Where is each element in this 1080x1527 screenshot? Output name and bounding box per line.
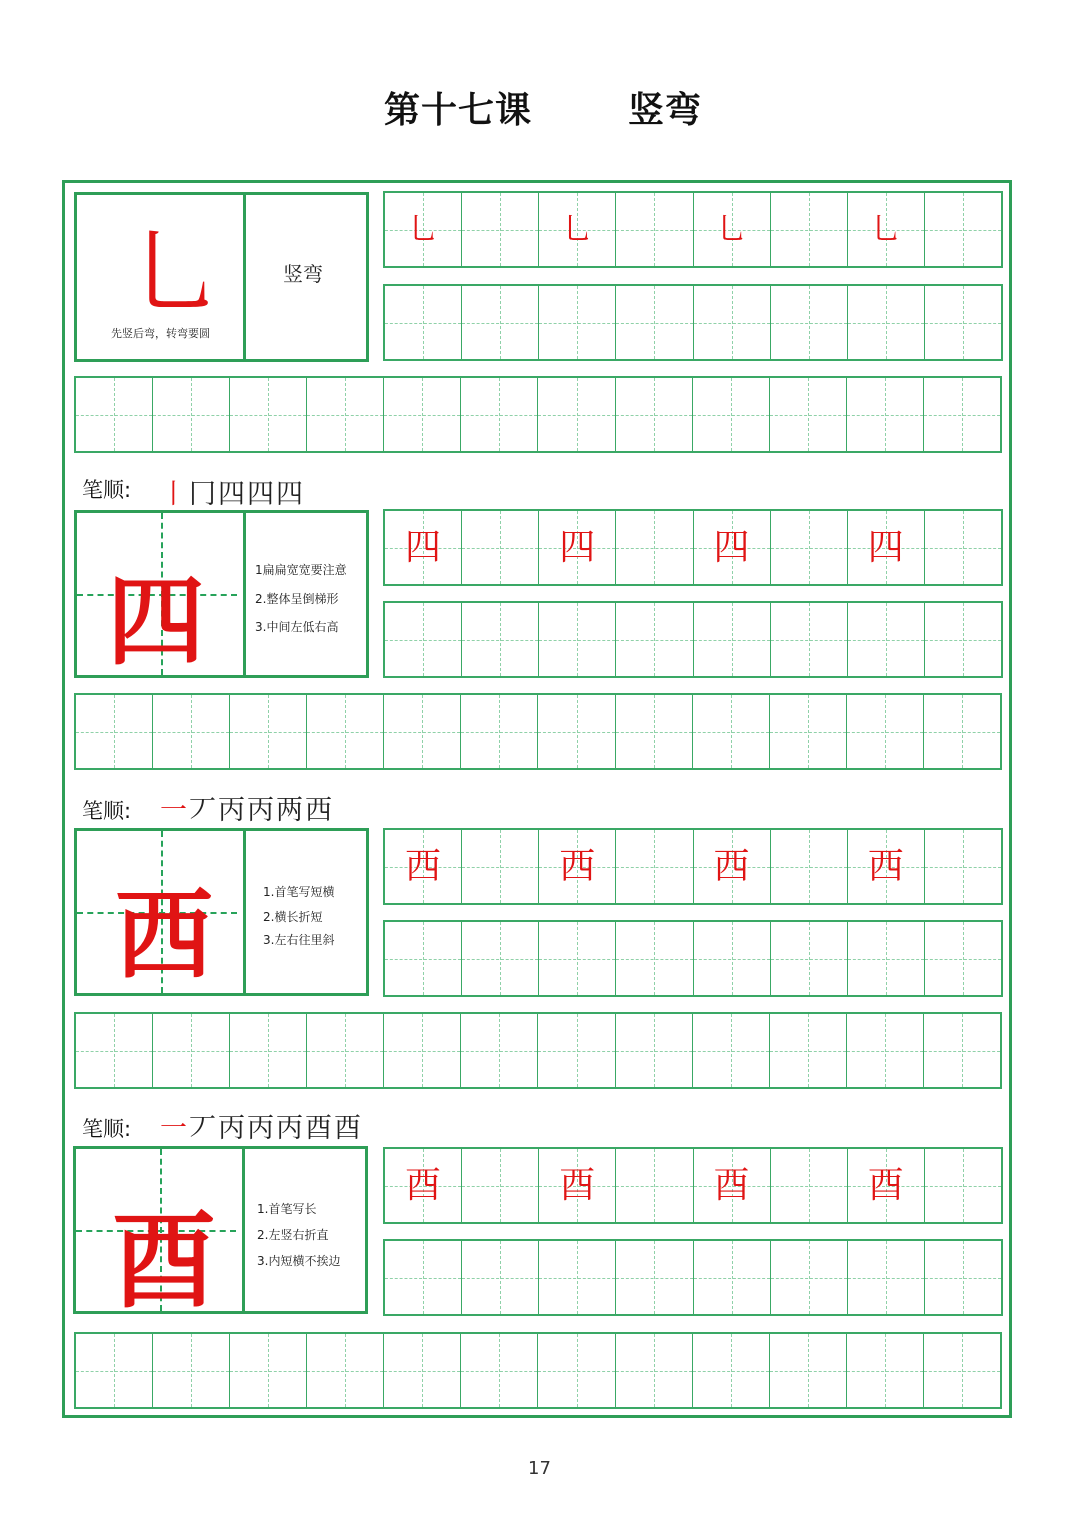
practice-cell[interactable] bbox=[770, 1014, 847, 1087]
page-number: 17 bbox=[528, 1458, 551, 1479]
practice-cell[interactable] bbox=[694, 922, 771, 995]
sample-char: 西 bbox=[405, 845, 442, 887]
practice-cell[interactable] bbox=[694, 511, 771, 584]
order-step: 西 bbox=[305, 795, 334, 826]
box-divider bbox=[243, 513, 246, 675]
practice-cell[interactable] bbox=[385, 603, 462, 676]
practice-cell[interactable] bbox=[538, 695, 615, 768]
practice-cell[interactable] bbox=[385, 511, 462, 584]
practice-cell[interactable] bbox=[848, 830, 925, 903]
sample-char: 西 bbox=[559, 845, 596, 887]
practice-cell[interactable] bbox=[694, 286, 771, 359]
practice-cell[interactable] bbox=[925, 193, 1001, 266]
practice-cell[interactable] bbox=[848, 193, 925, 266]
stroke-order-sequence bbox=[160, 472, 305, 511]
practice-cell[interactable] bbox=[770, 1334, 847, 1407]
order-step: 一 bbox=[160, 1113, 189, 1144]
practice-cell[interactable] bbox=[462, 603, 539, 676]
practice-cell[interactable] bbox=[616, 378, 693, 451]
sample-char: 酉 bbox=[713, 1164, 750, 1206]
practice-cell[interactable] bbox=[693, 1014, 770, 1087]
practice-cell[interactable] bbox=[385, 193, 462, 266]
practice-cell[interactable] bbox=[848, 511, 925, 584]
sample-char: 四 bbox=[713, 526, 750, 568]
practice-cell[interactable] bbox=[771, 922, 848, 995]
order-step: 酉 bbox=[305, 1113, 334, 1144]
order-step: 丙 bbox=[218, 795, 247, 826]
stroke-order-label: 笔顺: bbox=[82, 799, 132, 823]
stroke-intro-box bbox=[74, 192, 369, 362]
practice-cell[interactable] bbox=[385, 830, 462, 903]
practice-cell[interactable] bbox=[307, 1334, 384, 1407]
order-step: 四 bbox=[218, 479, 247, 510]
practice-cell[interactable] bbox=[925, 1241, 1001, 1314]
practice-cell[interactable] bbox=[384, 1334, 461, 1407]
practice-cell[interactable] bbox=[694, 603, 771, 676]
practice-cell[interactable] bbox=[230, 378, 307, 451]
practice-cell[interactable] bbox=[771, 286, 848, 359]
practice-cell[interactable] bbox=[539, 193, 616, 266]
practice-cell[interactable] bbox=[771, 511, 848, 584]
order-step: 丆 bbox=[189, 795, 218, 826]
sample-char: 四 bbox=[867, 526, 904, 568]
practice-cell[interactable] bbox=[307, 1014, 384, 1087]
stroke-order-label: 笔顺: bbox=[82, 478, 132, 502]
practice-row-full bbox=[74, 1012, 1002, 1089]
sample-char: 西 bbox=[867, 845, 904, 887]
practice-cell[interactable] bbox=[230, 1014, 307, 1087]
sample-char: 四 bbox=[559, 526, 596, 568]
order-step: 两 bbox=[276, 795, 305, 826]
tip-line: 2.左竖右折直 bbox=[257, 1228, 329, 1242]
practice-cell[interactable] bbox=[847, 695, 924, 768]
practice-cell[interactable] bbox=[462, 1241, 539, 1314]
sample-glyph: 乚 bbox=[870, 211, 901, 247]
practice-cell[interactable] bbox=[539, 1149, 616, 1222]
practice-cell[interactable] bbox=[384, 695, 461, 768]
practice-cell[interactable] bbox=[616, 922, 693, 995]
tip-line: 1扁扁宽宽要注意 bbox=[255, 563, 347, 577]
practice-cell[interactable] bbox=[616, 1149, 693, 1222]
practice-cell[interactable] bbox=[462, 286, 539, 359]
order-step: 丙 bbox=[276, 1113, 305, 1144]
practice-cell[interactable] bbox=[153, 1014, 230, 1087]
practice-row-full bbox=[74, 693, 1002, 770]
practice-cell[interactable] bbox=[925, 1149, 1001, 1222]
practice-cell[interactable] bbox=[848, 922, 925, 995]
stroke-note: 先竖后弯，转弯要圆 bbox=[111, 327, 210, 340]
practice-cell[interactable] bbox=[925, 922, 1001, 995]
practice-cell[interactable] bbox=[925, 830, 1001, 903]
practice-row-sample bbox=[383, 191, 1003, 268]
stroke-glyph: 乚 bbox=[129, 219, 222, 326]
model-character: 西 bbox=[115, 878, 214, 993]
practice-cell[interactable] bbox=[385, 1241, 462, 1314]
practice-row-blank bbox=[383, 920, 1003, 997]
practice-cell[interactable] bbox=[76, 1014, 153, 1087]
practice-cell[interactable] bbox=[76, 378, 153, 451]
practice-cell[interactable] bbox=[694, 1149, 771, 1222]
character-box-xi bbox=[74, 828, 369, 996]
practice-cell[interactable] bbox=[848, 286, 925, 359]
order-step: 丙 bbox=[247, 1113, 276, 1144]
practice-cell[interactable] bbox=[694, 830, 771, 903]
practice-cell[interactable] bbox=[385, 286, 462, 359]
order-step: 酉 bbox=[334, 1113, 363, 1144]
practice-cell[interactable] bbox=[76, 695, 153, 768]
stroke-order-label: 笔顺: bbox=[82, 1117, 132, 1141]
practice-cell[interactable] bbox=[924, 378, 1000, 451]
tip-line: 1.首笔写短横 bbox=[263, 885, 335, 899]
practice-cell[interactable] bbox=[925, 286, 1001, 359]
practice-row-full bbox=[74, 376, 1002, 453]
tip-line: 3.内短横不挨边 bbox=[257, 1254, 341, 1268]
tip-line: 2.横长折短 bbox=[263, 910, 323, 924]
stroke-order-sequence bbox=[160, 788, 334, 827]
practice-cell[interactable] bbox=[462, 193, 539, 266]
sample-glyph: 乚 bbox=[408, 211, 439, 247]
practice-cell[interactable] bbox=[848, 603, 925, 676]
practice-row-sample bbox=[383, 828, 1003, 905]
practice-cell[interactable] bbox=[538, 1014, 615, 1087]
practice-cell[interactable] bbox=[847, 378, 924, 451]
practice-cell[interactable] bbox=[539, 922, 616, 995]
practice-cell[interactable] bbox=[384, 1014, 461, 1087]
practice-cell[interactable] bbox=[616, 193, 693, 266]
practice-row-sample bbox=[383, 1147, 1003, 1224]
practice-cell[interactable] bbox=[694, 193, 771, 266]
practice-cell[interactable] bbox=[616, 830, 693, 903]
practice-cell[interactable] bbox=[616, 1334, 693, 1407]
box-divider bbox=[243, 831, 246, 993]
practice-cell[interactable] bbox=[539, 511, 616, 584]
practice-cell[interactable] bbox=[616, 511, 693, 584]
order-step: 四 bbox=[247, 479, 276, 510]
practice-cell[interactable] bbox=[462, 1149, 539, 1222]
practice-cell[interactable] bbox=[693, 695, 770, 768]
practice-cell[interactable] bbox=[847, 1014, 924, 1087]
practice-cell[interactable] bbox=[153, 695, 230, 768]
sample-glyph: 乚 bbox=[562, 211, 593, 247]
practice-cell[interactable] bbox=[924, 1014, 1000, 1087]
practice-cell[interactable] bbox=[539, 1241, 616, 1314]
practice-cell[interactable] bbox=[462, 830, 539, 903]
practice-cell[interactable] bbox=[616, 286, 693, 359]
order-step: 一 bbox=[160, 795, 189, 826]
practice-cell[interactable] bbox=[385, 922, 462, 995]
sample-char: 酉 bbox=[559, 1164, 596, 1206]
practice-cell[interactable] bbox=[770, 695, 847, 768]
practice-cell[interactable] bbox=[770, 378, 847, 451]
model-character: 四 bbox=[107, 564, 206, 679]
sample-char: 酉 bbox=[867, 1164, 904, 1206]
practice-cell[interactable] bbox=[848, 1149, 925, 1222]
sample-char: 四 bbox=[405, 526, 442, 568]
practice-cell[interactable] bbox=[693, 1334, 770, 1407]
practice-cell[interactable] bbox=[925, 511, 1001, 584]
practice-cell[interactable] bbox=[538, 1334, 615, 1407]
practice-cell[interactable] bbox=[539, 603, 616, 676]
practice-cell[interactable] bbox=[924, 695, 1000, 768]
model-character: 酉 bbox=[112, 1199, 217, 1322]
practice-cell[interactable] bbox=[539, 830, 616, 903]
practice-cell[interactable] bbox=[616, 1014, 693, 1087]
sample-char: 西 bbox=[713, 845, 750, 887]
practice-cell[interactable] bbox=[539, 286, 616, 359]
order-step: 丙 bbox=[218, 1113, 247, 1144]
sample-char: 酉 bbox=[405, 1164, 442, 1206]
practice-row-blank bbox=[383, 1239, 1003, 1316]
box-divider bbox=[242, 1149, 245, 1311]
character-box-si bbox=[74, 510, 369, 678]
tip-line: 1.首笔写长 bbox=[257, 1202, 317, 1216]
practice-cell[interactable] bbox=[307, 695, 384, 768]
practice-cell[interactable] bbox=[848, 1241, 925, 1314]
order-step: 丨 bbox=[160, 479, 189, 510]
practice-cell[interactable] bbox=[230, 695, 307, 768]
practice-cell[interactable] bbox=[925, 603, 1001, 676]
tip-line: 3.左右往里斜 bbox=[263, 933, 335, 947]
practice-cell[interactable] bbox=[307, 378, 384, 451]
practice-cell[interactable] bbox=[76, 1334, 153, 1407]
practice-cell[interactable] bbox=[771, 1241, 848, 1314]
practice-cell[interactable] bbox=[461, 1014, 538, 1087]
practice-cell[interactable] bbox=[771, 603, 848, 676]
order-step: 冂 bbox=[189, 479, 218, 510]
order-step: 四 bbox=[276, 479, 305, 510]
practice-row-blank bbox=[383, 284, 1003, 361]
practice-row-sample bbox=[383, 509, 1003, 586]
practice-cell[interactable] bbox=[616, 1241, 693, 1314]
tip-line: 2.整体呈倒梯形 bbox=[255, 592, 339, 606]
practice-cell[interactable] bbox=[385, 1149, 462, 1222]
practice-cell[interactable] bbox=[153, 378, 230, 451]
practice-cell[interactable] bbox=[616, 695, 693, 768]
practice-cell[interactable] bbox=[693, 378, 770, 451]
practice-cell[interactable] bbox=[153, 1334, 230, 1407]
practice-cell[interactable] bbox=[538, 378, 615, 451]
practice-cell[interactable] bbox=[462, 511, 539, 584]
practice-row-full bbox=[74, 1332, 1002, 1409]
sample-glyph: 乚 bbox=[716, 211, 747, 247]
stroke-order-sequence bbox=[160, 1106, 363, 1145]
character-box-you bbox=[73, 1146, 368, 1322]
practice-cell[interactable] bbox=[461, 1334, 538, 1407]
practice-cell[interactable] bbox=[847, 1334, 924, 1407]
practice-cell[interactable] bbox=[616, 603, 693, 676]
practice-cell[interactable] bbox=[384, 378, 461, 451]
tip-line: 3.中间左低右高 bbox=[255, 620, 339, 634]
practice-cell[interactable] bbox=[924, 1334, 1000, 1407]
practice-cell[interactable] bbox=[771, 1149, 848, 1222]
practice-cell[interactable] bbox=[461, 695, 538, 768]
order-step: 丙 bbox=[247, 795, 276, 826]
practice-row-blank bbox=[383, 601, 1003, 678]
practice-cell[interactable] bbox=[230, 1334, 307, 1407]
lesson-subtitle: 竖弯 bbox=[628, 90, 703, 131]
stroke-name: 竖弯 bbox=[283, 262, 323, 286]
order-step: 丆 bbox=[189, 1113, 218, 1144]
practice-cell[interactable] bbox=[694, 1241, 771, 1314]
practice-cell[interactable] bbox=[461, 378, 538, 451]
lesson-title: 第十七课 bbox=[384, 90, 533, 131]
practice-cell[interactable] bbox=[771, 830, 848, 903]
intro-divider bbox=[243, 195, 246, 359]
practice-cell[interactable] bbox=[462, 922, 539, 995]
practice-cell[interactable] bbox=[771, 193, 848, 266]
